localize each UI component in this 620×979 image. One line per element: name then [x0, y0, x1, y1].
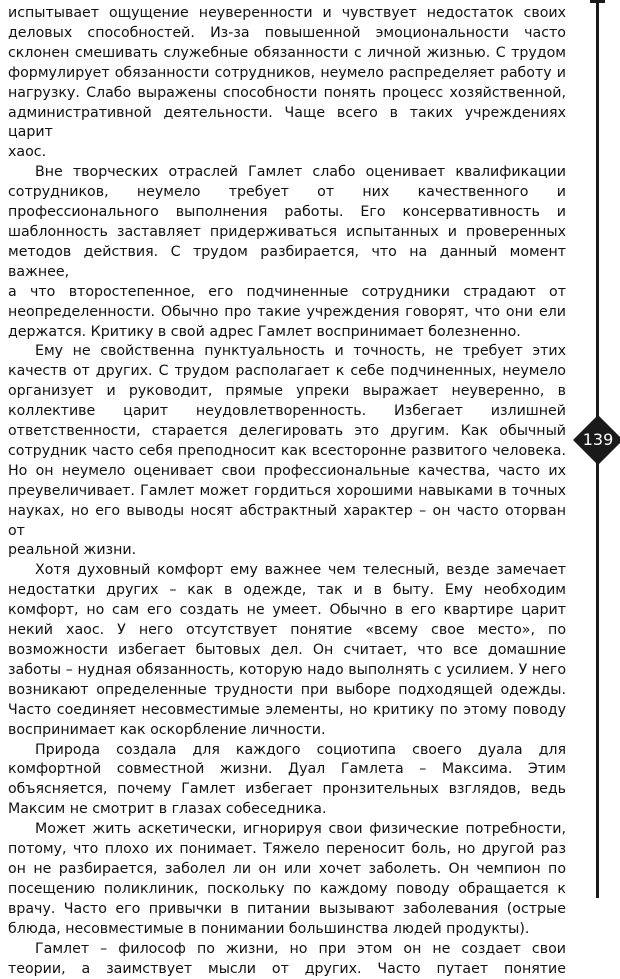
text-line: воспринимает как оскорбление личности.: [8, 721, 566, 741]
text-line: блюда, несовместимые в понимании большинства людей продукты).: [8, 920, 566, 940]
text-line: Хотя духовный комфорт ему важнее чем телесный, везде замечает: [8, 561, 566, 581]
text-line: Вне творческих отраслей Гамлет слабо оценивает квалификации: [8, 163, 566, 183]
text-line: преувеличивает. Гамлет может гордиться хорошими навыками в точных: [8, 482, 566, 502]
text-line: науках, но его выводы носят абстрактный характер – он часто оторван от: [8, 502, 566, 542]
text-line: врачу. Часто его привычки в питании вызывают заболевания (острые: [8, 900, 566, 920]
text-line: реальной жизни.: [8, 541, 566, 561]
text-line: заботы – нудная обязанность, которую надо выполнять с усилием. У него: [8, 661, 566, 681]
page-number: 139: [572, 414, 620, 466]
text-line: держатся. Критику в свой адрес Гамлет воспринимает болезненно.: [8, 323, 566, 343]
text-line: комфортной совместной жизни. Дуал Гамлета – Максима. Этим: [8, 760, 566, 780]
text-line: формулирует обязанности сотрудников, неумело распределяет работу и: [8, 64, 566, 84]
text-line: методов действия. С трудом разбирается, что на данный момент важнее,: [8, 243, 566, 283]
text-line: возможности избегает бытовых дел. Он считает, что все домашние: [8, 641, 566, 661]
text-line: неопределенности. Обычно про такие учреждения говорят, что они ели: [8, 303, 566, 323]
text-line: Максим не смотрит в глазах собеседника.: [8, 800, 566, 820]
text-line: недостатки других – как в одежде, так и в быту. Ему необходим: [8, 581, 566, 601]
text-line: Может жить аскетически, игнорируя свои физические потребности,: [8, 820, 566, 840]
text-line: сотрудников, неумело требует от них качественного и: [8, 183, 566, 203]
text-line: Природа создала для каждого социотипа своего дуала для: [8, 741, 566, 761]
text-line: некий хаос. У него отсутствует понятие «всему свое место», по: [8, 621, 566, 641]
text-line: Но он неумело оценивает свои профессиональные качества, часто их: [8, 462, 566, 482]
text-line: нагрузку. Слабо выражены способности понять процесс хозяйственной,: [8, 84, 566, 104]
text-line: ответственности, старается делегировать это другим. Как обычный: [8, 422, 566, 442]
text-line: склонен смешивать служебные обязанности с личной жизнью. С трудом: [8, 44, 566, 64]
text-line: деловых способностей. Из-за повышенной эмоциональности часто: [8, 24, 566, 44]
margin-rule-cap: [590, 0, 605, 3]
text-line: Часто соединяет несовместимые элементы, но критику по этому поводу: [8, 701, 566, 721]
text-line: а что второстепенное, его подчиненные сотрудники страдают от: [8, 283, 566, 303]
text-line: профессионального выполнения работы. Его консервативность и: [8, 203, 566, 223]
text-line: Ему не свойственна пунктуальность и точность, не требует этих: [8, 342, 566, 362]
text-line: он не разбирается, заболел ли он или хочет заболеть. Он чемпион по: [8, 860, 566, 880]
text-line: комфорт, но сам его создать не умеет. Обычно в его квартире царит: [8, 601, 566, 621]
body-text: [8, 4, 566, 979]
text-line: административной деятельности. Чаще всего в таких учреждениях царит: [8, 104, 566, 144]
text-line: Гамлет – философ по жизни, но при этом он не создает свои: [8, 940, 566, 960]
text-line: потому, что плохо их понимает. Тяжело переносит боль, но другой раз: [8, 840, 566, 860]
text-line: сотрудник часто себя преподносит как всесторонне развитого человека.: [8, 442, 566, 462]
text-line: объясняется, почему Гамлет избегает пронзительных взглядов, ведь: [8, 780, 566, 800]
page-number-badge: [572, 414, 620, 466]
text-line: посещению поликлиник, поскольку по каждому поводу обращается к: [8, 880, 566, 900]
text-line: шаблонность заставляет придерживаться испытанных и проверенных: [8, 223, 566, 243]
text-line: коллективе царит неудовлетворенность. Избегает излишней: [8, 402, 566, 422]
text-line: возникают определенные трудности при выборе подходящей одежды.: [8, 681, 566, 701]
text-line: качеств от других. С трудом располагает к себе подчиненных, неумело: [8, 362, 566, 382]
text-line: испытывает ощущение неуверенности и чувствует недостаток своих: [8, 4, 566, 24]
text-line: хаос.: [8, 143, 566, 163]
text-line: теории, а заимствует мысли от других. Часто путает понятие: [8, 960, 566, 979]
text-line: организует и руководит, прямые упреки выражает неуверенно, в: [8, 382, 566, 402]
